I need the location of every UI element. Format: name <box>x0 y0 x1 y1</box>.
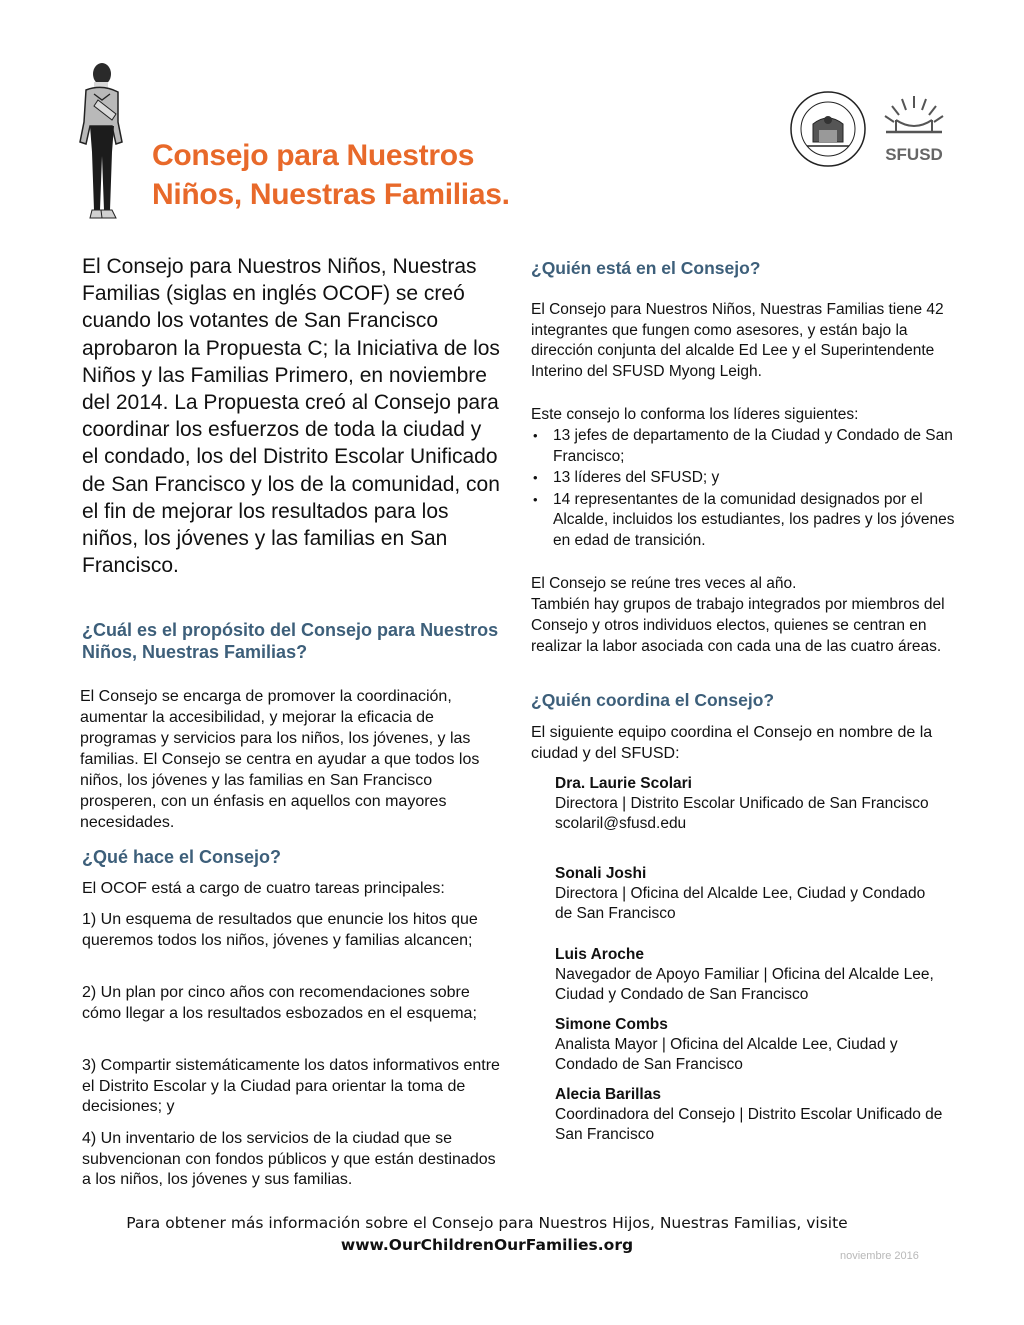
leaders-list <box>531 426 961 552</box>
purpose-paragraph: El Consejo se encarga de promover la coordinación, aumentar la accesibilidad, y mejorar la eficacia de programas y servicios para los niños, los jóvenes, y las familias. El Consejo se centra en ayudar a que todos los niños, los jóvenes y las familias en San Francisco prosperen, con un énfasis en aquellos con mayores necesidades. <box>80 688 480 831</box>
contact-card <box>555 1015 945 1075</box>
sfusd-logo-icon <box>876 90 952 166</box>
what-heading: ¿Qué hace el Consejo? <box>82 847 282 867</box>
who-paragraph: El Consejo para Nuestros Niños, Nuestras Familias tiene 42 integrantes que fungen como asesores, y están bajo la dirección conjunta del alcalde Ed Lee y el Superintendente Interino del SFUSD Myong Leigh. <box>531 301 944 380</box>
leader-text: 13 líderes del SFUSD; y <box>553 469 720 486</box>
contact-name: Simone Combs <box>555 1016 668 1033</box>
title-line-2: Niños, Nuestras Familias. <box>152 178 510 211</box>
bullet-icon: • <box>533 428 538 443</box>
coordination-heading: ¿Quién coordina el Consejo? <box>531 690 775 710</box>
meetings-paragraph <box>531 573 961 657</box>
date-stamp: noviembre 2016 <box>840 1250 919 1262</box>
bullet-icon: • <box>533 491 538 507</box>
contact-role: Navegador de Apoyo Familiar | Oficina del Alcalde Lee, Ciudad y Condado de San Francisco <box>555 966 934 1003</box>
task-item: 1) Un esquema de resultados que enuncie los hitos que queremos todos los niños, jóvenes y familias alcancen; <box>82 911 478 949</box>
contact-name: Alecia Barillas <box>555 1086 661 1103</box>
list-item <box>531 468 961 489</box>
title-line-1: Consejo para Nuestros <box>152 139 475 172</box>
meetings-line-2: También hay grupos de trabajo integrados por miembros del Consejo y otros individuos electos, quienes se centran en realizar la labor asociada con cada una de las cuatro áreas. <box>531 596 945 655</box>
leader-text: 14 representantes de la comunidad designados por el Alcalde, incluidos los estudiantes, los padres y los jóvenes en edad de transición. <box>553 490 955 549</box>
purpose-heading: ¿Cuál es el propósito del Consejo para Nuestros Niños, Nuestras Familias? <box>82 620 499 662</box>
person-illustration <box>72 60 142 235</box>
contact-role: Directora | Oficina del Alcalde Lee, Ciudad y Condado de San Francisco <box>555 885 926 922</box>
contact-name: Luis Aroche <box>555 946 644 963</box>
leaders-lead: Este consejo lo conforma los líderes siguientes: <box>531 406 859 423</box>
contact-role: Coordinadora del Consejo | Distrito Escolar Unificado de San Francisco <box>555 1106 943 1143</box>
coordination-lead: El siguiente equipo coordina el Consejo en nombre de la ciudad y del SFUSD: <box>531 724 933 762</box>
contact-card <box>555 864 945 924</box>
task-item: 3) Compartir sistemáticamente los datos informativos entre el Distrito Escolar y la Ciudad para orientar la toma de decisiones; y <box>82 1057 500 1115</box>
footer-text: Para obtener más información sobre el Consejo para Nuestros Hijos, Nuestras Familias, visite <box>126 1214 848 1232</box>
bullet-icon: • <box>533 470 538 485</box>
contact-name: Dra. Laurie Scolari <box>555 775 692 792</box>
footer-link[interactable]: www.OurChildrenOurFamilies.org <box>340 1236 634 1254</box>
what-lead: El OCOF está a cargo de cuatro tareas principales: <box>82 880 445 897</box>
contact-role: Directora | Distrito Escolar Unificado de San Francisco <box>555 795 929 812</box>
list-item <box>531 490 961 552</box>
task-item: 2) Un plan por cinco años con recomendaciones sobre cómo llegar a los resultados esbozados en el esquema; <box>82 984 477 1022</box>
contact-name: Sonali Joshi <box>555 865 647 882</box>
contact-card <box>555 774 945 834</box>
list-item <box>531 426 961 467</box>
who-heading: ¿Quién está en el Consejo? <box>531 258 761 278</box>
contact-role: Analista Mayor | Oficina del Alcalde Lee, Ciudad y Condado de San Francisco <box>555 1036 898 1073</box>
leader-text: 13 jefes de departamento de la Ciudad y Condado de San Francisco; <box>553 427 953 465</box>
contact-card <box>555 1085 945 1145</box>
intro-paragraph: El Consejo para Nuestros Niños, Nuestras Familias (siglas en inglés OCOF) se creó cuando los votantes de San Francisco aprobaron la Propuesta C; la Iniciativa de los Niños y las Familias Primero, en noviembre del 2014. La Propuesta creó al Consejo para coordinar los esfuerzos de toda la ciudad y el condado, los del Distrito Escolar Unificado de San Francisco y los de la comunidad, con el fin de mejorar los resultados para los niños, los jóvenes y las familias en San Francisco. <box>82 255 500 578</box>
task-item: 4) Un inventario de los servicios de la ciudad que se subvencionan con fondos públicos y que están destinados a los niños, los jóvenes y sus familias. <box>82 1130 496 1188</box>
city-seal-icon <box>789 90 867 168</box>
sfusd-logo-text: SFUSD <box>885 145 943 164</box>
contact-card <box>555 945 945 1005</box>
contact-email: scolaril@sfusd.edu <box>555 815 687 832</box>
page-title <box>152 136 510 214</box>
meetings-line-1: El Consejo se reúne tres veces al año. <box>531 575 797 592</box>
